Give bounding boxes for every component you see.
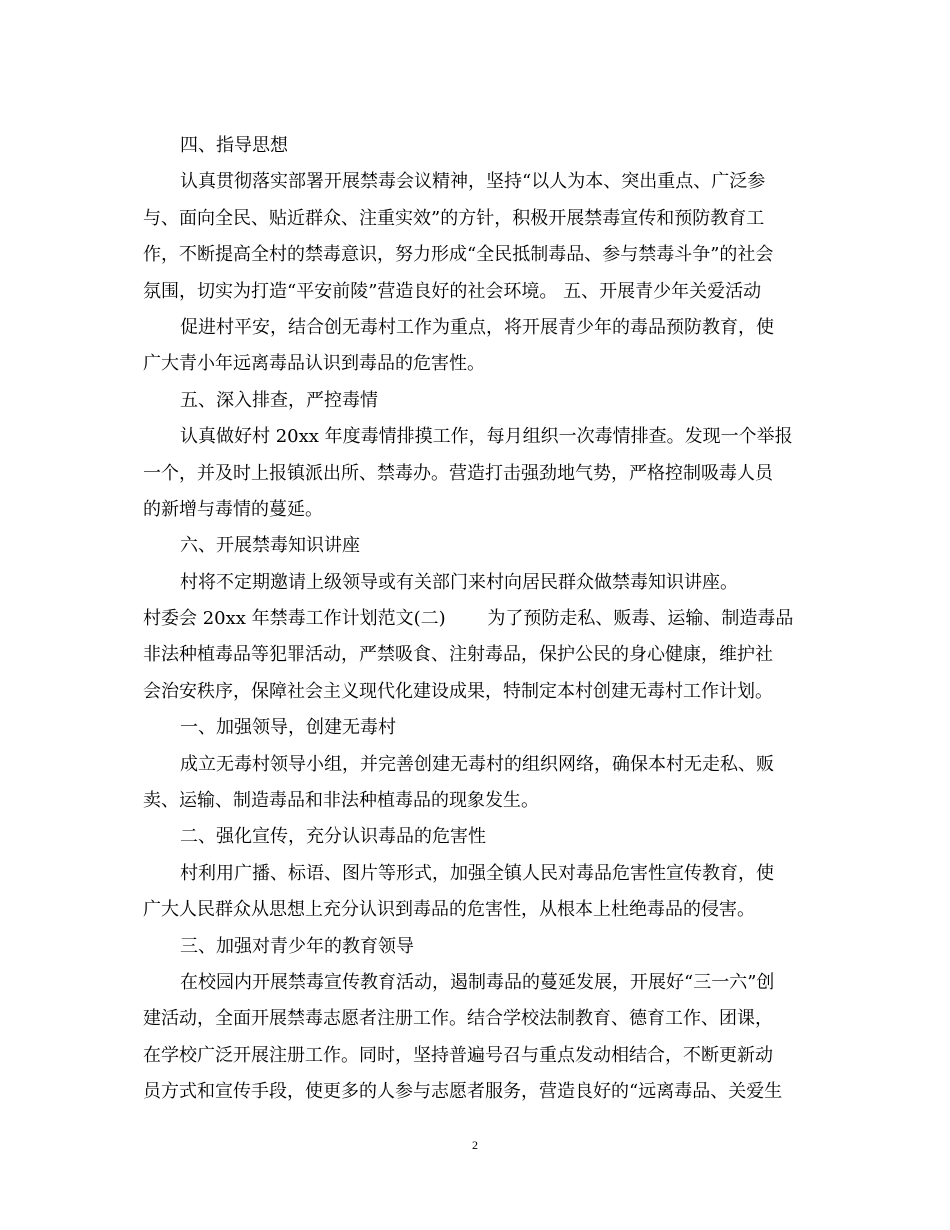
text-line: 认真做好村 20xx 年度毒情排摸工作，每月组织一次毒情排查。发现一个举报 bbox=[180, 426, 793, 448]
text-line: 员方式和宣传手段，使更多的人参与志愿者服务，营造良好的“远离毒品、关爱生 bbox=[143, 1081, 783, 1103]
text-line: 一个，并及时上报镇派出所、禁毒办。营造打击强劲地气势，严格控制吸毒人员 bbox=[143, 462, 773, 484]
text-line: 广大人民群众从思想上充分认识到毒品的危害性，从根本上杜绝毒品的侵害。 bbox=[143, 899, 755, 921]
text-line: 广大青小年远离毒品认识到毒品的危害性。 bbox=[143, 353, 485, 375]
text-line: 促进村平安，结合创无毒村工作为重点，将开展青少年的毒品预防教育，使 bbox=[180, 316, 774, 338]
text-line: 三、加强对青少年的教育领导 bbox=[180, 935, 414, 957]
text-line: 的新增与毒情的蔓延。 bbox=[143, 498, 323, 520]
text-line: 氛围，切实为打造“平安前陵”营造良好的社会环境。 五、开展青少年关爱活动 bbox=[143, 280, 762, 302]
text-line: 在校园内开展禁毒宣传教育活动，遏制毒品的蔓延发展，开展好“三一六”创 bbox=[180, 971, 775, 993]
text-line: 建活动，全面开展禁毒志愿者注册工作。结合学校法制教育、德育工作、团课， bbox=[143, 1008, 773, 1030]
text-line: 一、加强领导，创建无毒村 bbox=[180, 717, 396, 739]
page-number: 2 bbox=[472, 1138, 478, 1152]
text-line: 二、强化宣传，充分认识毒品的危害性 bbox=[180, 826, 486, 848]
text-line: 五、深入排查，严控毒情 bbox=[180, 389, 378, 411]
text-line: 村利用广播、标语、图片等形式，加强全镇人民对毒品危害性宣传教育，使 bbox=[180, 862, 774, 884]
text-line: 会治安秩序，保障社会主义现代化建设成果，特制定本村创建无毒村工作计划。 bbox=[143, 680, 773, 702]
text-line: 成立无毒村领导小组，并完善创建无毒村的组织网络，确保本村无走私、贩 bbox=[180, 753, 774, 775]
text-line: 四、指导思想 bbox=[180, 135, 288, 156]
text-line: 与、面向全民、贴近群众、注重实效”的方针，积极开展禁毒宣传和预防教育工 bbox=[143, 207, 765, 229]
text-line: 六、开展禁毒知识讲座 bbox=[180, 535, 360, 557]
text-line: 认真贯彻落实部署开展禁毒会议精神，坚持“以人为本、突出重点、广泛参 bbox=[180, 171, 766, 193]
text-line: 村委会 20xx 年禁毒工作计划范文(二) 为了预防走私、贩毒、运输、制造毒品 bbox=[143, 608, 794, 630]
document-body bbox=[143, 128, 808, 1111]
text-line: 非法种植毒品等犯罪活动，严禁吸食、注射毒品，保护公民的身心健康，维护社 bbox=[143, 644, 773, 666]
text-line: 卖、运输、制造毒品和非法种植毒品的现象发生。 bbox=[143, 790, 539, 812]
text-line: 作，不断提高全村的禁毒意识，努力形成“全民抵制毒品、参与禁毒斗争”的社会 bbox=[143, 244, 774, 266]
text-line: 村将不定期邀请上级领导或有关部门来村向居民群众做禁毒知识讲座。 bbox=[180, 571, 738, 593]
text-line: 在学校广泛开展注册工作。同时，坚持普遍号召与重点发动相结合，不断更新动 bbox=[143, 1044, 773, 1066]
